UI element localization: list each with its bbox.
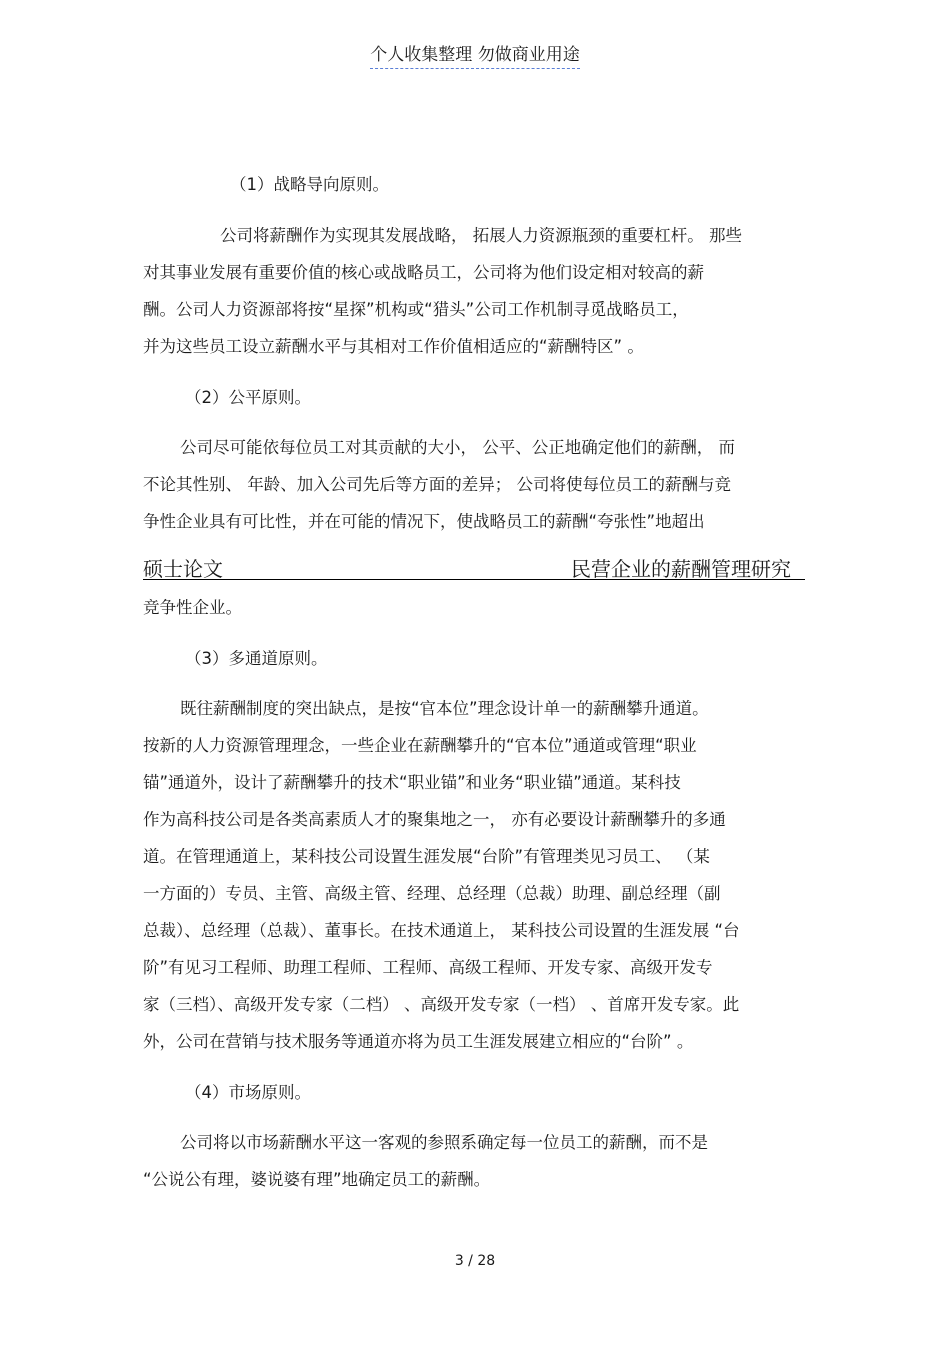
body-text-line: 家（三档）、高级开发专家（二档） 、高级开发专家（一档） 、首席开发专家。此 xyxy=(143,995,740,1014)
body-text-line: 一方面的）专员、主管、高级主管、经理、总经理（总裁）助理、副总经理（副 xyxy=(143,884,721,903)
body-text-line: 作为高科技公司是各类高素质人才的聚集地之一， 亦有必要设计薪酬攀升的多通 xyxy=(143,810,726,829)
body-text-line: 并为这些员工设立薪酬水平与其相对工作价值相适应的“薪酬特区” 。 xyxy=(143,337,644,356)
heading-strategy-principle: （1）战略导向原则。 xyxy=(230,175,389,194)
body-text-line: 既往薪酬制度的突出缺点，是按“官本位”理念设计单一的薪酬攀升通道。 xyxy=(180,699,709,718)
body-text-line: 总裁）、总经理（总裁）、董事长。在技术通道上， 某科技公司设置的生涯发展 “台 xyxy=(143,921,740,940)
heading-market-principle: （4）市场原则。 xyxy=(185,1083,311,1102)
thesis-label: 硕士论文 xyxy=(143,557,223,581)
running-header-band xyxy=(143,553,805,580)
body-text-line: 道。在管理通道上，某科技公司设置生涯发展“台阶”有管理类见习员工、 （某 xyxy=(143,847,710,866)
thesis-title: 民营企业的薪酬管理研究 xyxy=(571,557,791,581)
body-text-line: 竞争性企业。 xyxy=(143,598,242,617)
body-text-line: 公司将薪酬作为实现其发展战略， 拓展人力资源瓶颈的重要杠杆。 那些 xyxy=(220,226,742,245)
page-number: 3 / 28 xyxy=(454,1253,496,1269)
page-header: 个人收集整理 勿做商业用途 xyxy=(0,40,950,65)
body-text-line: 锚”通道外，设计了薪酬攀升的技术“职业锚”和业务“职业锚”通道。某科技 xyxy=(143,773,681,792)
body-text-line: 对其事业发展有重要价值的核心或战略员工，公司将为他们设定相对较高的薪 xyxy=(143,263,704,282)
body-text-line: “公说公有理，婆说婆有理”地确定员工的薪酬。 xyxy=(143,1170,491,1189)
body-text-line: 不论其性别、 年龄、加入公司先后等方面的差异； 公司将使每位员工的薪酬与竞 xyxy=(143,475,731,494)
body-text-line: 外，公司在营销与技术服务等通道亦将为员工生涯发展建立相应的“台阶” 。 xyxy=(143,1032,694,1051)
body-text-line: 阶”有见习工程师、助理工程师、工程师、高级工程师、开发专家、高级开发专 xyxy=(143,958,713,977)
body-text-line: 争性企业具有可比性，并在可能的情况下，使战略员工的薪酬“夸张性”地超出 xyxy=(143,512,705,531)
heading-fairness-principle: （2）公平原则。 xyxy=(185,388,311,407)
body-text-line: 按新的人力资源管理理念，一些企业在薪酬攀升的“官本位”通道或管理“职业 xyxy=(143,736,697,755)
body-text-line: 公司将以市场薪酬水平这一客观的参照系确定每一位员工的薪酬，而不是 xyxy=(180,1133,708,1152)
body-text-line: 公司尽可能依每位员工对其贡献的大小， 公平、公正地确定他们的薪酬， 而 xyxy=(180,438,735,457)
body-text-line: 酬。公司人力资源部将按“星探”机构或“猎头”公司工作机制寻觅战略员工， xyxy=(143,300,689,319)
heading-multichannel-principle: （3）多通道原则。 xyxy=(185,649,328,668)
